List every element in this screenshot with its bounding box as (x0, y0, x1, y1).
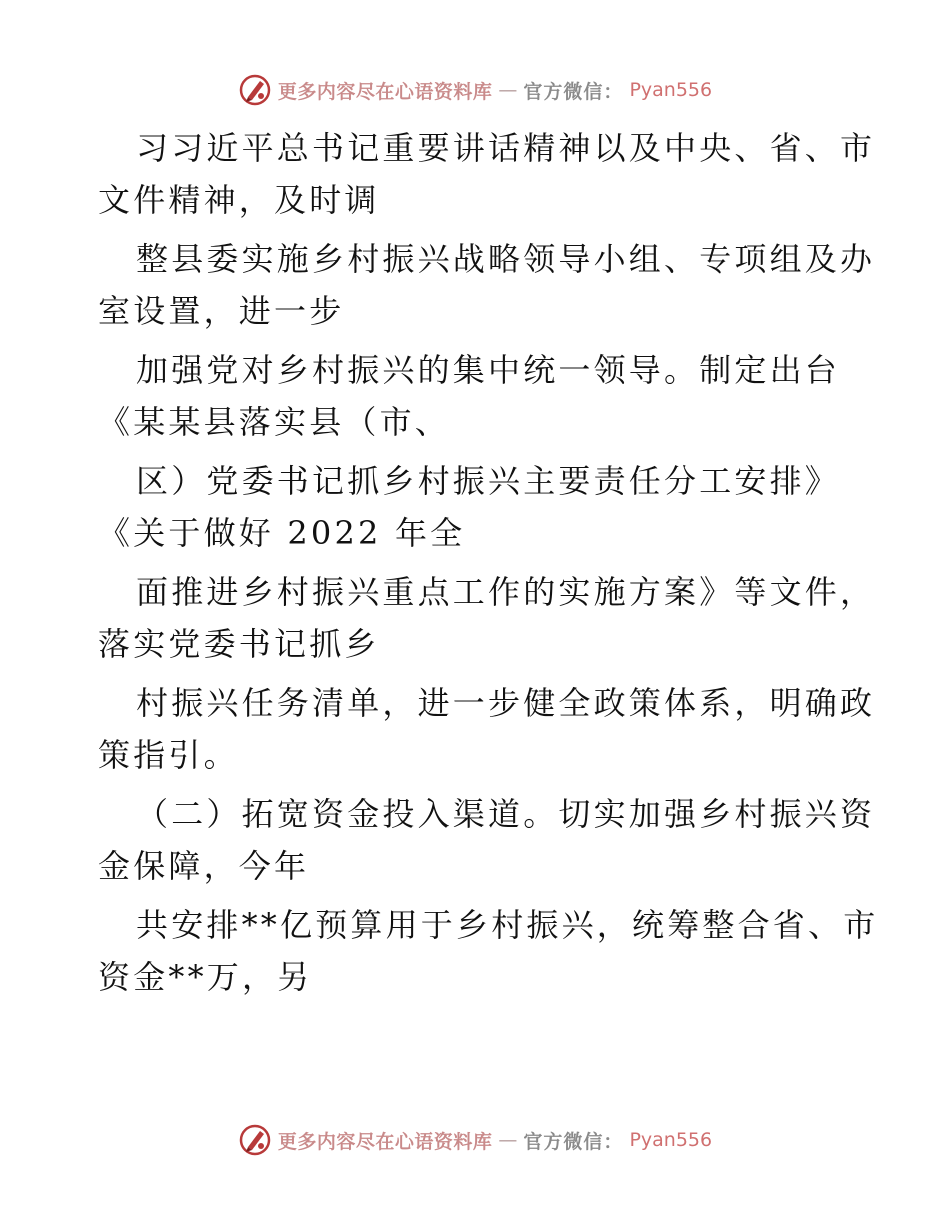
text-line: 习习近平总书记重要讲话精神以及中央、省、市 (136, 129, 876, 167)
watermark-wechat-label: 官方微信： (523, 1130, 624, 1153)
footer-watermark (0, 1120, 950, 1160)
watermark-wechat-id: Pyan556 (629, 79, 713, 101)
watermark-brand-text: 更多内容尽在心语资料库 (277, 1130, 493, 1153)
watermark-separator: — (498, 79, 518, 101)
text-line: 资金**万，另 (98, 958, 313, 996)
text-line: 面推进乡村振兴重点工作的实施方案》等文件， (136, 573, 876, 611)
text-line: 落实党委书记抓乡 (98, 625, 380, 663)
text-line: 加强党对乡村振兴的集中统一领导。制定出台 (136, 351, 841, 389)
text-line: 区）党委书记抓乡村振兴主要责任分工安排》 (136, 462, 841, 500)
text-line: 共安排**亿预算用于乡村振兴，统筹整合省、市 (136, 906, 879, 944)
watermark-brand-text: 更多内容尽在心语资料库 (277, 80, 493, 103)
watermark-separator: — (498, 1129, 518, 1151)
text-line: 整县委实施乡村振兴战略领导小组、专项组及办 (136, 240, 876, 278)
text-line: 策指引。 (98, 736, 239, 774)
text-line: 文件精神，及时调 (98, 181, 380, 219)
watermark-wechat-id: Pyan556 (629, 1129, 713, 1151)
pen-logo-icon (238, 73, 272, 107)
document-body (98, 122, 879, 1003)
watermark-wechat-label: 官方微信： (523, 80, 624, 103)
text-line: （二）拓宽资金投入渠道。切实加强乡村振兴资 (136, 795, 876, 833)
text-line: 《关于做好 2022 年全 (98, 514, 466, 552)
text-line: 室设置，进一步 (98, 292, 345, 330)
pen-logo-icon (238, 1123, 272, 1157)
text-line: 金保障，今年 (98, 847, 310, 885)
text-line: 村振兴任务清单，进一步健全政策体系，明确政 (136, 684, 876, 722)
text-line: 《某某县落实县（市、 (98, 403, 451, 441)
header-watermark (0, 70, 950, 110)
